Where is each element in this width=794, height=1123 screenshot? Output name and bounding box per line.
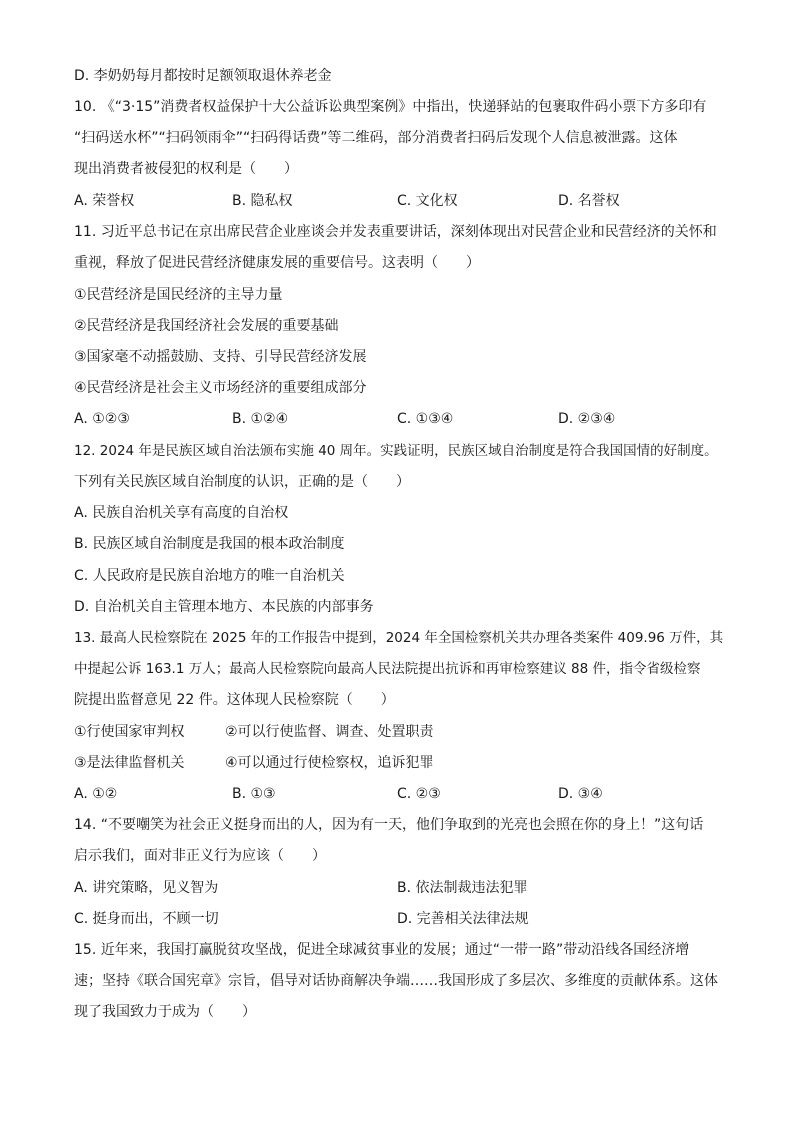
q9-option-d: D. 李奶奶每月都按时足额领取退休养老金 <box>74 68 332 84</box>
q10-stem-line-2: “扫码送水杯”“扫码领雨伞”“扫码得话费”等二维码，部分消费者扫码后发现个人信息被泄露。这体 <box>74 130 678 146</box>
q10-option-b: B. 隐私权 <box>232 193 293 209</box>
q14-option-c: C. 挺身而出，不顾一切 <box>74 911 219 927</box>
q13-stem-line-1: 13. 最高人民检察院在 2025 年的工作报告中提到，2024 年全国检察机关共办理各类案件 409.96 万件，其 <box>74 630 724 646</box>
q13-stem-line-2: 中提起公诉 163.1 万人；最高人民检察院向最高人民法院提出抗诉和再审检察建议 88 件，指令省级检察 <box>74 661 701 677</box>
q10-stem-line-3: 现出消费者被侵犯的权利是（ ） <box>74 161 298 177</box>
q11-option-b: B. ①②④ <box>232 411 289 427</box>
q11-statement-2: ②民营经济是我国经济社会发展的重要基础 <box>74 318 339 334</box>
q11-statement-3: ③国家毫不动摇鼓励、支持、引导民营经济发展 <box>74 349 367 365</box>
q11-statement-1: ①民营经济是国民经济的主导力量 <box>74 287 283 303</box>
q11-option-d: D. ②③④ <box>558 411 616 427</box>
q10-option-d: D. 名誉权 <box>558 193 620 209</box>
q14-stem-line-1: 14. “不要嘲笑为社会正义挺身而出的人，因为有一天，他们争取到的光亮也会照在你的身上！”这句话 <box>74 817 704 833</box>
q11-option-c: C. ①③④ <box>397 411 454 427</box>
q13-statement-2: ②可以行使监督、调查、处置职责 <box>225 724 434 740</box>
q15-stem-line-2: 速；坚持《联合国宪章》宗旨，倡导对话协商解决争端……我国形成了多层次、多维度的贡献体系。这体 <box>74 973 718 989</box>
q12-option-c: C. 人民政府是民族自治地方的唯一自治机关 <box>74 568 345 584</box>
q13-statement-1: ①行使国家审判权 <box>74 724 185 740</box>
q12-option-a: A. 民族自治机关享有高度的自治权 <box>74 505 289 521</box>
q14-option-d: D. 完善相关法律法规 <box>397 911 529 927</box>
q13-statement-3: ③是法律监督机关 <box>74 755 185 771</box>
q12-option-d: D. 自治机关自主管理本地方、本民族的内部事务 <box>74 599 374 615</box>
q11-statement-4: ④民营经济是社会主义市场经济的重要组成部分 <box>74 380 367 396</box>
q14-stem-line-2: 启示我们，面对非正义行为应该（ ） <box>74 848 326 864</box>
q11-option-a: A. ①②③ <box>74 411 130 427</box>
q12-option-b: B. 民族区域自治制度是我国的根本政治制度 <box>74 536 345 552</box>
q13-option-d: D. ③④ <box>558 786 603 802</box>
q11-stem-line-1: 11. 习近平总书记在京出席民营企业座谈会并发表重要讲话，深刻体现出对民营企业和民营经济的关怀和 <box>74 224 717 240</box>
q10-stem-line-1: 10. 《“3·15”消费者权益保护十大公益诉讼典型案例》中指出，快递驿站的包裹取件码小票下方多印有 <box>74 99 707 115</box>
q13-option-b: B. ①③ <box>232 786 276 802</box>
q14-option-b: B. 依法制裁违法犯罪 <box>397 880 528 896</box>
q13-stem-line-3: 院提出监督意见 22 件。这体现人民检察院（ ） <box>74 692 395 708</box>
q13-option-a: A. ①② <box>74 786 118 802</box>
q13-statement-4: ④可以通过行使检察权，追诉犯罪 <box>225 755 434 771</box>
q13-option-c: C. ②③ <box>397 786 441 802</box>
q12-stem-line-2: 下列有关民族区域自治制度的认识，正确的是（ ） <box>74 474 410 490</box>
q15-stem-line-3: 现了我国致力于成为（ ） <box>74 1004 256 1020</box>
q12-stem-line-1: 12. 2024 年是民族区域自治法颁布实施 40 周年。实践证明，民族区域自治制度是符合我国国情的好制度。 <box>74 443 718 459</box>
q10-option-a: A. 荣誉权 <box>74 193 135 209</box>
q10-option-c: C. 文化权 <box>397 193 458 209</box>
q14-option-a: A. 讲究策略，见义智为 <box>74 880 219 896</box>
q11-stem-line-2: 重视，释放了促进民营经济健康发展的重要信号。这表明（ ） <box>74 255 480 271</box>
q15-stem-line-1: 15. 近年来，我国打赢脱贫攻坚战，促进全球减贫事业的发展；通过“一带一路”带动沿线各国经济增 <box>74 942 690 958</box>
